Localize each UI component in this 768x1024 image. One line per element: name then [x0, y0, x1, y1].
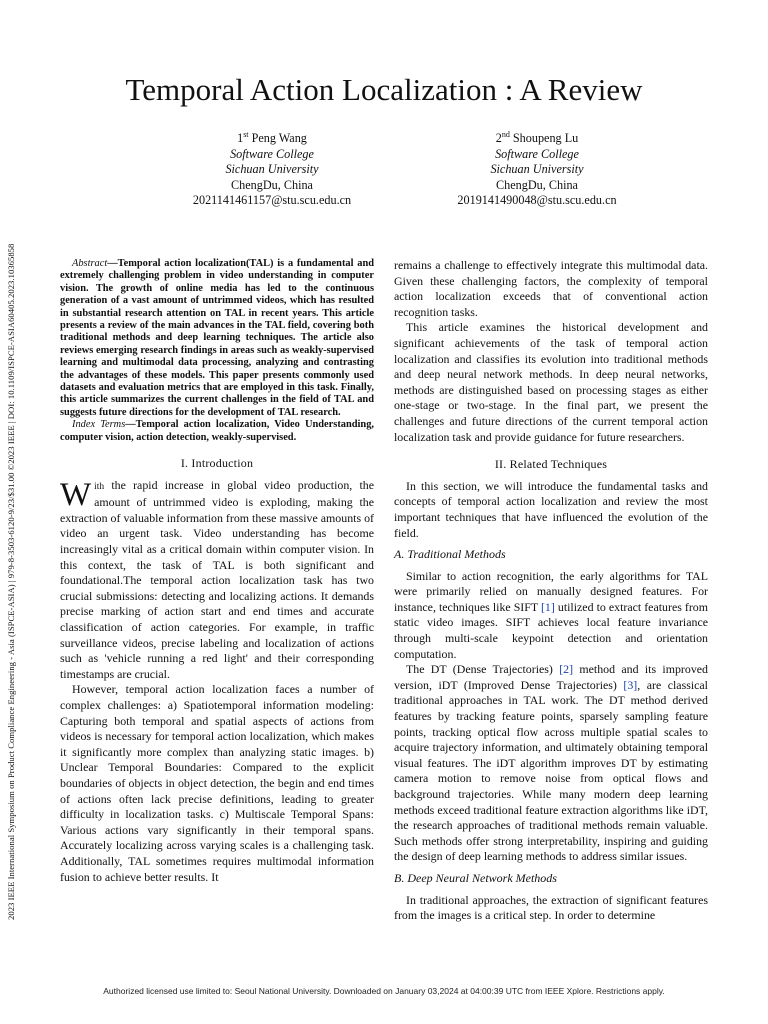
related-intro: In this section, we will introduce the fundamental tasks and concepts of temporal action localization and review the most important techniques that have influenced the evolution of the field.	[394, 478, 708, 540]
citation-link[interactable]: [3]	[623, 677, 638, 692]
paper-title: Temporal Action Localization : A Review	[125, 72, 643, 107]
traditional-paragraph-2: The DT (Dense Trajectories) [2] method and its improved version, iDT (Improved Dense Trajectories) [3], are classical traditional approaches in TAL work. The DT method derived features by tracking feature points, sparsely sampling feature points, tracking optical flow across multiple spatial scales to acquire trajectory information, and ultimately obtaining temporal visual features. The iDT algorithm improves DT by estimating camera motion to remove noise from optical flows and background trajectories. While many modern deep learning methods exceed traditional feature extraction algorithms like iDT, the research approaches of traditional methods remain valuable. Such methods offer strong interpretability, inspiring and guiding the design of deep learning methods to address similar issues.	[394, 662, 709, 864]
author-name: 2nd Shoupeng Lu	[495, 130, 579, 146]
author-dept: Software College	[495, 146, 579, 161]
license-footer: Authorized licensed use limited to: Seoul National University. Downloaded on January 03,2024 at 04:00:39 UTC from IEEE Xplore. Restrictions apply.	[103, 986, 665, 996]
right-column	[394, 258, 708, 924]
traditional-paragraph-1: Similar to action recognition, the early algorithms for TAL were primarily relied on manually designed features. For instance, techniques like SIFT [1] utilized to extract features from static video images. SIFT achieves local feature invariance through multi-scale keypoint detection and orientation computation.	[394, 568, 708, 661]
deep-paragraph-1: In traditional approaches, the extraction of significant features from the images is a critical step. In order to determine	[394, 892, 708, 923]
abstract: Abstract—Temporal action localization(TAL) is a fundamental and extremely challenging problem in video understanding in computer vision. The growth of online media has led to the continuous generation of a vast amount of untrimmed videos, which has resulted in substantial research attention on TAL in recent years. This article presents a review of the main advances in the TAL field, covering both traditional methods and deep learning techniques. The article also reviews emerging research findings in areas such as weakly-supervised learning and multimodal data processing, analyzing and contrasting the advantages of these models. This paper presents commonly used datasets and evaluation metrics that are employed in this task. Finally, this article summarizes the current challenges in the field of TAL and suggests future directions for the development of TAL research.	[60, 258, 374, 418]
author-dept: Software College	[230, 146, 314, 161]
author-name: 1st Peng Wang	[237, 130, 307, 146]
author-univ: Sichuan University	[490, 162, 584, 177]
citation-link[interactable]: [1]	[540, 599, 555, 614]
author-email: 2021141461157@stu.scu.edu.cn	[192, 193, 352, 208]
subsection-heading-deep-neural: B. Deep Neural Network Methods	[394, 870, 557, 885]
subsection-heading-traditional: A. Traditional Methods	[394, 547, 506, 562]
citation-link[interactable]: [2]	[559, 662, 574, 677]
author-city: ChengDu, China	[496, 177, 578, 192]
left-column	[60, 258, 374, 885]
author-email: 2019141490048@stu.scu.edu.cn	[457, 193, 617, 208]
author-block-2	[422, 127, 652, 209]
intro-paragraph-2: However, temporal action localization faces a number of complex challenges: a) Spatiotemporal information modeling: Capturing both temporal and spatial aspects of actions from videos is necessary for temporal action localization, which makes it significantly more complex than analyzing static images. b) Unclear Temporal Boundaries: Compared to the explicit boundaries of objects in object detection, the begin and end times of actions often lack precise definitions, leading to greater difficulty in localization tasks. c) Multiscale Temporal Spans: Various actions vary significantly in their temporal spans. Accurately localizing across varying scales is a challenging task. Additionally, TAL sometimes requires multimodal information fusion to achieve better results. It	[60, 682, 374, 884]
intro-paragraph-3: remains a challenge to effectively integrate this multimodal data. Given these challenging factors, the complexity of temporal action localization exceeds that of conventional action recognition tasks.	[394, 258, 708, 319]
sidebar-citation: 2023 IEEE International Symposium on Product Compliance Engineering - Asia (ISPCE-ASIA) | 979-8-3503-6120-9/23/$31.00 ©2023 IEEE | DOI: 10.1109/ISPCE-ASIA60405.2023.10365858	[6, 243, 16, 920]
intro-paragraph-4: This article examines the historical development and significant achievements of the task of temporal action localization and classifies its evolution into traditional methods and deep neural network methods. In deep neural networks, methods are distinguished based on processing stages as either one-stage or two-stage. In the final part, we present the challenges and future directions of the current temporal action localization task and provide guidance for future researchers.	[394, 320, 708, 444]
section-heading-related-techniques: II. Related Techniques	[494, 457, 608, 472]
intro-paragraph-1: With the rapid increase in global video production, the amount of untrimmed video is exploding, making the extraction of valuable information from these massive amounts of video an urgent task. Video understanding has become increasingly vital as a critical domain within computer vision. In this context, the task of TAL is both significant and foundational.The temporal action localization task has two crucial submissions: detecting and localizing actions. It demands precise marking of action start and end times and accurate classification of action categories. For example, in traffic surveillance videos, precise labeling and localization of actions such as 'vehicle running a red light' and their corresponding timestamps are crucial.	[60, 476, 374, 681]
copyright-sidebar	[6, 110, 20, 930]
author-city: ChengDu, China	[231, 177, 313, 192]
index-terms: Index Terms—Temporal action localization, Video Understanding, computer vision, action detection, weakly-supervised.	[60, 419, 374, 443]
section-heading-introduction: I. Introduction	[180, 456, 254, 471]
author-univ: Sichuan University	[225, 162, 319, 177]
author-block-1	[157, 127, 387, 209]
